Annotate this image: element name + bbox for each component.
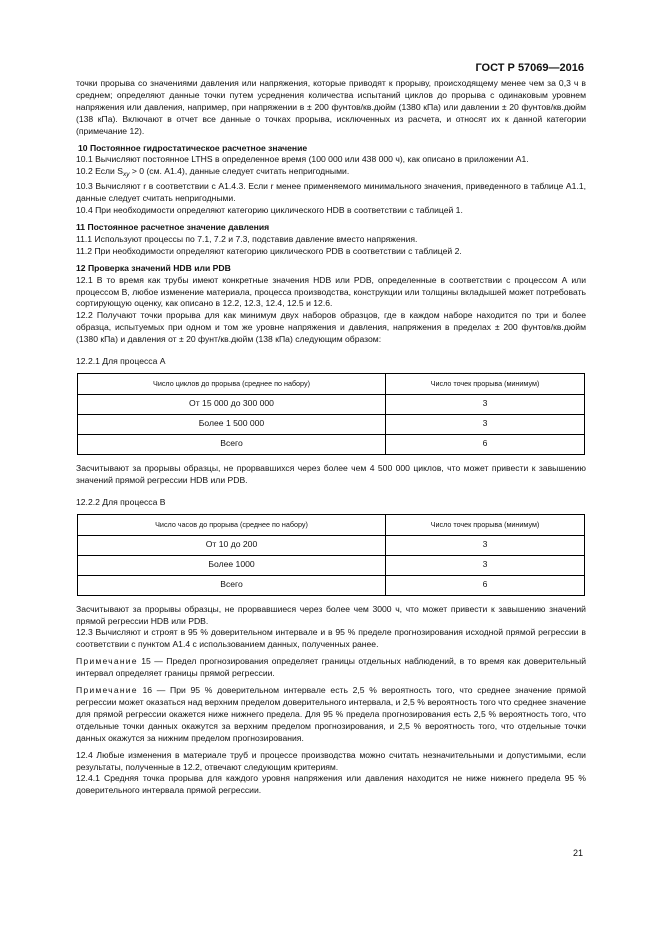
document-id: ГОСТ Р 57069—2016 <box>475 62 584 74</box>
paragraph-12-3: 12.3 Вычисляют и строят в 95 % доверительном интервале и в 95 % пределе прогнозирования исходной прямой регрессии в соответствии с пунктом А1.4 с использованием данных, полученных ранее. <box>76 627 586 650</box>
table-cell: Более 1 500 000 <box>78 414 386 434</box>
table-cell: 3 <box>386 535 585 555</box>
table-header-cell: Число циклов до прорыва (среднее по набору) <box>78 373 386 394</box>
table-cell: Более 1000 <box>78 555 386 575</box>
note-15: Примечание 15 — Предел прогнозирования определяет границы отдельных наблюдений, в то время как доверительный интервал определяет границы прямой регрессии. <box>76 656 586 679</box>
section-heading-10: 10 Постоянное гидростатическое расчетное значение <box>78 142 308 153</box>
paragraph-10-1: 10.1 Вычисляют постоянное LTHS в определенное время (100 000 или 438 000 ч), как описано в приложении А1. <box>76 154 529 165</box>
table-cell: 6 <box>386 575 585 595</box>
paragraph-after-table-b: Засчитывают за прорывы образцы, не прорвавшиеся через более чем 3000 ч, что может привести к завышению значений прямой регрессии HDB или PDB. <box>76 603 586 626</box>
paragraph-12-4: 12.4 Любые изменения в материале труб и процессе производства можно считать незначительными и допустимыми, если результаты, полученные в 12.2, отвечают следующим критериям. <box>76 749 586 772</box>
table-header-cell: Число часов до прорыва (среднее по набору) <box>78 514 386 535</box>
paragraph-10-2: 10.2 Если $S_{xy} > 0$ (см. А1.4), данные следует считать непригодными. <box>76 166 350 179</box>
table-cell: 3 <box>386 394 585 414</box>
table-header-row <box>78 514 585 535</box>
paragraph-12-2: 12.2 Получают точки прорыва для как минимум двух наборов образцов, где в каждом наборе находится по три и более образца, испытуемых при одном и том же уровне напряжения и давления, напряжения в пределах ± 200 фунтов/кв.дюйм (1380 кПа) и давления от ± 20 фунт/кв.дюйм (138 кПа) следующим образом: <box>76 310 586 345</box>
section-heading-11: 11 Постоянное расчетное значение давления <box>76 221 270 232</box>
paragraph-10-3: 10.3 Вычисляют r в соответствии с А1.4.3. Если r менее применяемого минимального значения, приведенного в таблице А1.1, данные следует считать непригодными. <box>76 181 586 204</box>
paragraph-after-table-a: Засчитывают за прорывы образцы, не прорвавшихся через более чем 4 500 000 циклов, что может привести к завышению значений прямой регрессии HDB или PDB. <box>76 462 586 485</box>
paragraph: точки прорыва со значениями давления или напряжения, которые приводят к прорыву, происходящему менее чем за 0,3 ч в среднем; определяют данные точки путем усреднения количества испытаний циклов до прорыва с одинаковым уровнем напряжения или давления, например, при напряжении в ± 200 фунтов/кв.дюйм (1380 кПа) или давлении ± 20 фунтов/кв.дюйм (138 кПа). Включают в отчет все данные о точках прорыва, исключенных из расчета, и относят их к данной категории (примечание 12). <box>76 78 586 136</box>
subsection-12-2-1: 12.2.1 Для процесса А <box>76 356 166 367</box>
paragraph-10-4: 10.4 При необходимости определяют категорию циклического HDB в соответствии с таблицей 1. <box>76 205 463 216</box>
table-cell: От 15 000 до 300 000 <box>78 394 386 414</box>
section-heading-12: 12 Проверка значений HDB или PDB <box>76 262 231 273</box>
table-row <box>78 414 585 434</box>
table-process-a <box>77 373 585 455</box>
paragraph-12-4-1: 12.4.1 Средняя точка прорыва для каждого уровня напряжения или давления находится не ниже нижнего предела 95 % доверительного интервала прямой регрессии. <box>76 773 586 796</box>
paragraph-11-2: 11.2 При необходимости определяют категорию циклического PDB в соответствии с таблицей 2. <box>76 245 462 256</box>
table-cell: 3 <box>386 555 585 575</box>
table-row <box>78 575 585 595</box>
table-row <box>78 394 585 414</box>
paragraph-11-1: 11.1 Используют процессы по 7.1, 7.2 и 7.3, подставив давление вместо напряжения. <box>76 233 418 244</box>
paragraph-12-1: 12.1 В то время как трубы имеют конкретные значения HDB или PDB, определенные в соответствии с процессом А или процессом В, любое изменение материала, процесса производства, конструкции или толщины вкладышей может потребовать сортирующую оценку, как описано в 12.2, 12.3, 12.4, 12.5 и 12.6. <box>76 274 586 309</box>
table-row <box>78 555 585 575</box>
table-cell: Всего <box>78 575 386 595</box>
page-number: 21 <box>572 848 583 858</box>
note-16: Примечание 16 — При 95 % доверительном интервале есть 2,5 % вероятность того, что среднее значение прямой регрессии может оказаться над верхним пределом доверительного интервала, и 2,5 % вероятность того что среднее значение для прямой регрессии окажется ниже нижнего предела. Для 95 % предела прогнозирования есть 2,5 % вероятность того, что отдельные точки данных окажутся за верхним пределом прогнозирования, и 2,5 % вероятность того, что отдельные точки данных окажутся за нижним пределом прогнозирования. <box>76 685 586 743</box>
table-header-cell: Число точек прорыва (минимум) <box>386 514 585 535</box>
table-header-row <box>78 373 585 394</box>
table-process-b <box>77 514 585 596</box>
table-row <box>78 434 585 454</box>
subsection-12-2-2: 12.2.2 Для процесса В <box>76 496 166 507</box>
page-content <box>76 78 586 797</box>
table-cell: От 10 до 200 <box>78 535 386 555</box>
table-row <box>78 535 585 555</box>
table-header-cell: Число точек прорыва (минимум) <box>386 373 585 394</box>
table-cell: 6 <box>386 434 585 454</box>
table-cell: Всего <box>78 434 386 454</box>
table-cell: 3 <box>386 414 585 434</box>
